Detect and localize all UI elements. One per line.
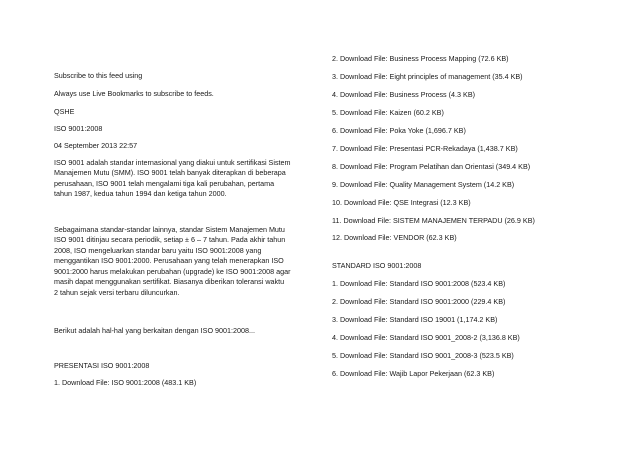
related-intro: Berikut adalah hal-hal yang berkaitan dengan ISO 9001:2008... <box>54 326 255 335</box>
paragraph-line: Manajemen Mutu (SMM). ISO 9001 telah banyak diterapkan di beberapa <box>54 168 286 178</box>
paragraph-line: ISO 9001 ditinjau secara periodik, setiap ± 6 – 7 tahun. Pada akhir tahun <box>54 235 286 245</box>
download-link[interactable]: 2. Download File: Business Process Mapping (72.6 KB) <box>332 54 509 63</box>
download-link[interactable]: 1. Download File: Standard ISO 9001:2008 (523.4 KB) <box>332 279 506 288</box>
download-link[interactable]: 7. Download File: Presentasi PCR-Rekadaya (1,438.7 KB) <box>332 144 518 153</box>
download-link[interactable]: 4. Download File: Business Process (4.3 KB) <box>332 90 476 99</box>
subscribe-text: Subscribe to this feed using <box>54 71 143 80</box>
page-title: ISO 9001:2008 <box>54 124 103 133</box>
paragraph-line: tahun 1987, kedua tahun 1994 dan ketiga tahun 2000. <box>54 189 227 199</box>
presentasi-heading: PRESENTASI ISO 9001:2008 <box>54 361 150 370</box>
paragraph-line: 2 tahun sejak versi terbaru diluncurkan. <box>54 287 180 297</box>
download-link[interactable]: 5. Download File: Kaizen (60.2 KB) <box>332 108 444 117</box>
paragraph-line: ISO 9001 adalah standar internasional yang diakui untuk sertifikasi Sistem <box>54 158 291 167</box>
category-label: QSHE <box>54 107 75 116</box>
post-date: 04 September 2013 22:57 <box>54 141 138 150</box>
download-link[interactable]: 12. Download File: VENDOR (62.3 KB) <box>332 233 457 242</box>
paragraph-line: masih dapat menggunakan sertifikat. Biasanya diberikan toleransi waktu <box>54 277 285 287</box>
intro-paragraph <box>54 158 312 200</box>
paragraph-line: Sebagaimana standar-standar lainnya, standar Sistem Manajemen Mutu <box>54 225 285 234</box>
paragraph-line: menggantikan ISO 9001:2000. Perusahaan yang telah menerapkan ISO <box>54 256 284 266</box>
download-link[interactable]: 1. Download File: ISO 9001:2008 (483.1 KB) <box>54 378 197 387</box>
download-link[interactable]: 9. Download File: Quality Management System (14.2 KB) <box>332 180 515 189</box>
download-link[interactable]: 10. Download File: QSE Integrasi (12.3 KB) <box>332 198 471 207</box>
download-link[interactable]: 3. Download File: Eight principles of management (35.4 KB) <box>332 72 523 81</box>
paragraph-line: 2008, ISO mengeluarkan standar baru yaitu ISO 9001:2008 yang <box>54 245 262 255</box>
download-link[interactable]: 11. Download File: SISTEM MANAJEMEN TERPADU (26.9 KB) <box>332 216 535 225</box>
download-link[interactable]: 3. Download File: Standard ISO 19001 (1,174.2 KB) <box>332 315 498 324</box>
paragraph-line: perusahaan, ISO 9001 telah mengalami tiga kali perubahan, pertama <box>54 178 275 188</box>
download-link[interactable]: 2. Download File: Standard ISO 9001:2000 (229.4 KB) <box>332 297 506 306</box>
paragraph-line: 9001:2000 harus melakukan perubahan (upgrade) ke ISO 9001:2008 agar <box>54 266 291 276</box>
download-link[interactable]: 5. Download File: Standard ISO 9001_2008-3 (523.5 KB) <box>332 351 514 360</box>
standard-heading: STANDARD ISO 9001:2008 <box>332 261 422 270</box>
download-link[interactable]: 8. Download File: Program Pelatihan dan Orientasi (349.4 KB) <box>332 162 531 171</box>
download-link[interactable]: 6. Download File: Wajib Lapor Pekerjaan (62.3 KB) <box>332 369 495 378</box>
live-bookmarks-text: Always use Live Bookmarks to subscribe to feeds. <box>54 89 214 98</box>
download-link[interactable]: 4. Download File: Standard ISO 9001_2008-2 (3,136.8 KB) <box>332 333 520 342</box>
download-link[interactable]: 6. Download File: Poka Yoke (1,696.7 KB) <box>332 126 466 135</box>
revision-paragraph <box>54 225 312 298</box>
